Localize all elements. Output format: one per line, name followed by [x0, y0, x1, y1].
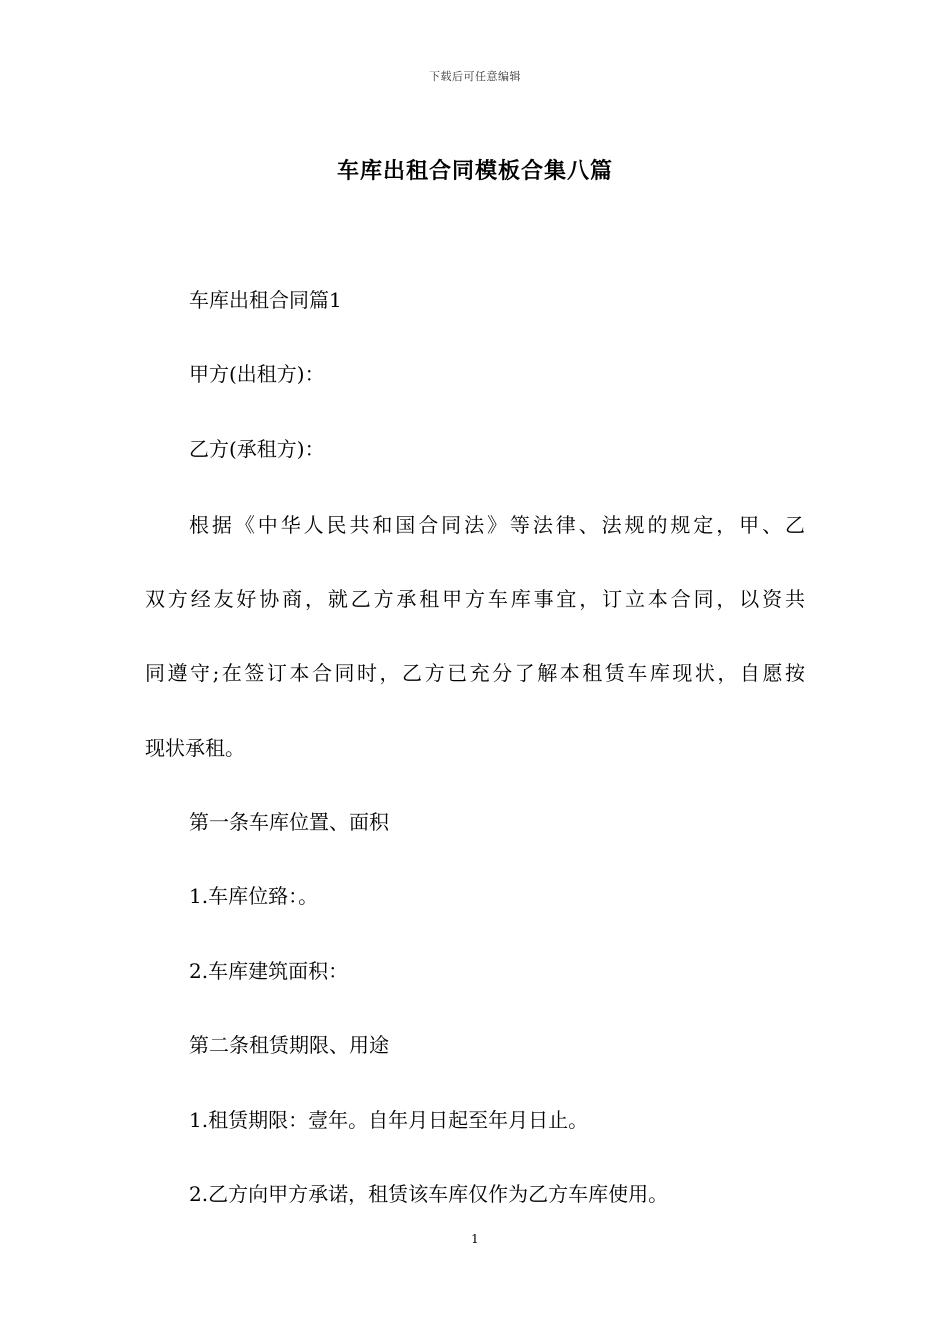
- intro-line-4: 现状承租。: [145, 736, 245, 760]
- article2-item1: 1.租赁期限：壹年。自年月日起至年月日止。: [189, 1108, 589, 1132]
- page-number: 1: [471, 1232, 479, 1246]
- article2-item2: 2.乙方向甲方承诺，租赁该车库仅作为乙方车库使用。: [189, 1182, 669, 1206]
- intro-line-2: 双方经友好协商，就乙方承租甲方车库事宜，订立本合同，以资共: [145, 587, 805, 611]
- party-a-line: 甲方(出租方)：: [189, 362, 325, 386]
- article1-item2: 2.车库建筑面积：: [189, 959, 349, 983]
- party-b-line: 乙方(承租方)：: [189, 437, 325, 461]
- intro-line-1: 根据《中华人民共和国合同法》等法律、法规的规定，甲、乙: [189, 513, 805, 537]
- article2-heading: 第二条租赁期限、用途: [189, 1033, 389, 1057]
- header-note: 下载后可任意编辑: [429, 70, 521, 83]
- article1-heading: 第一条车库位置、面积: [189, 810, 389, 834]
- article1-item1: 1.车库位臵：。: [189, 884, 319, 908]
- section-heading: 车库出租合同篇1: [189, 288, 342, 312]
- intro-line-3: 同遵守;在签订本合同时，乙方已充分了解本租赁车库现状，自愿按: [145, 661, 805, 685]
- document-title: 车库出租合同模板合集八篇: [336, 158, 613, 184]
